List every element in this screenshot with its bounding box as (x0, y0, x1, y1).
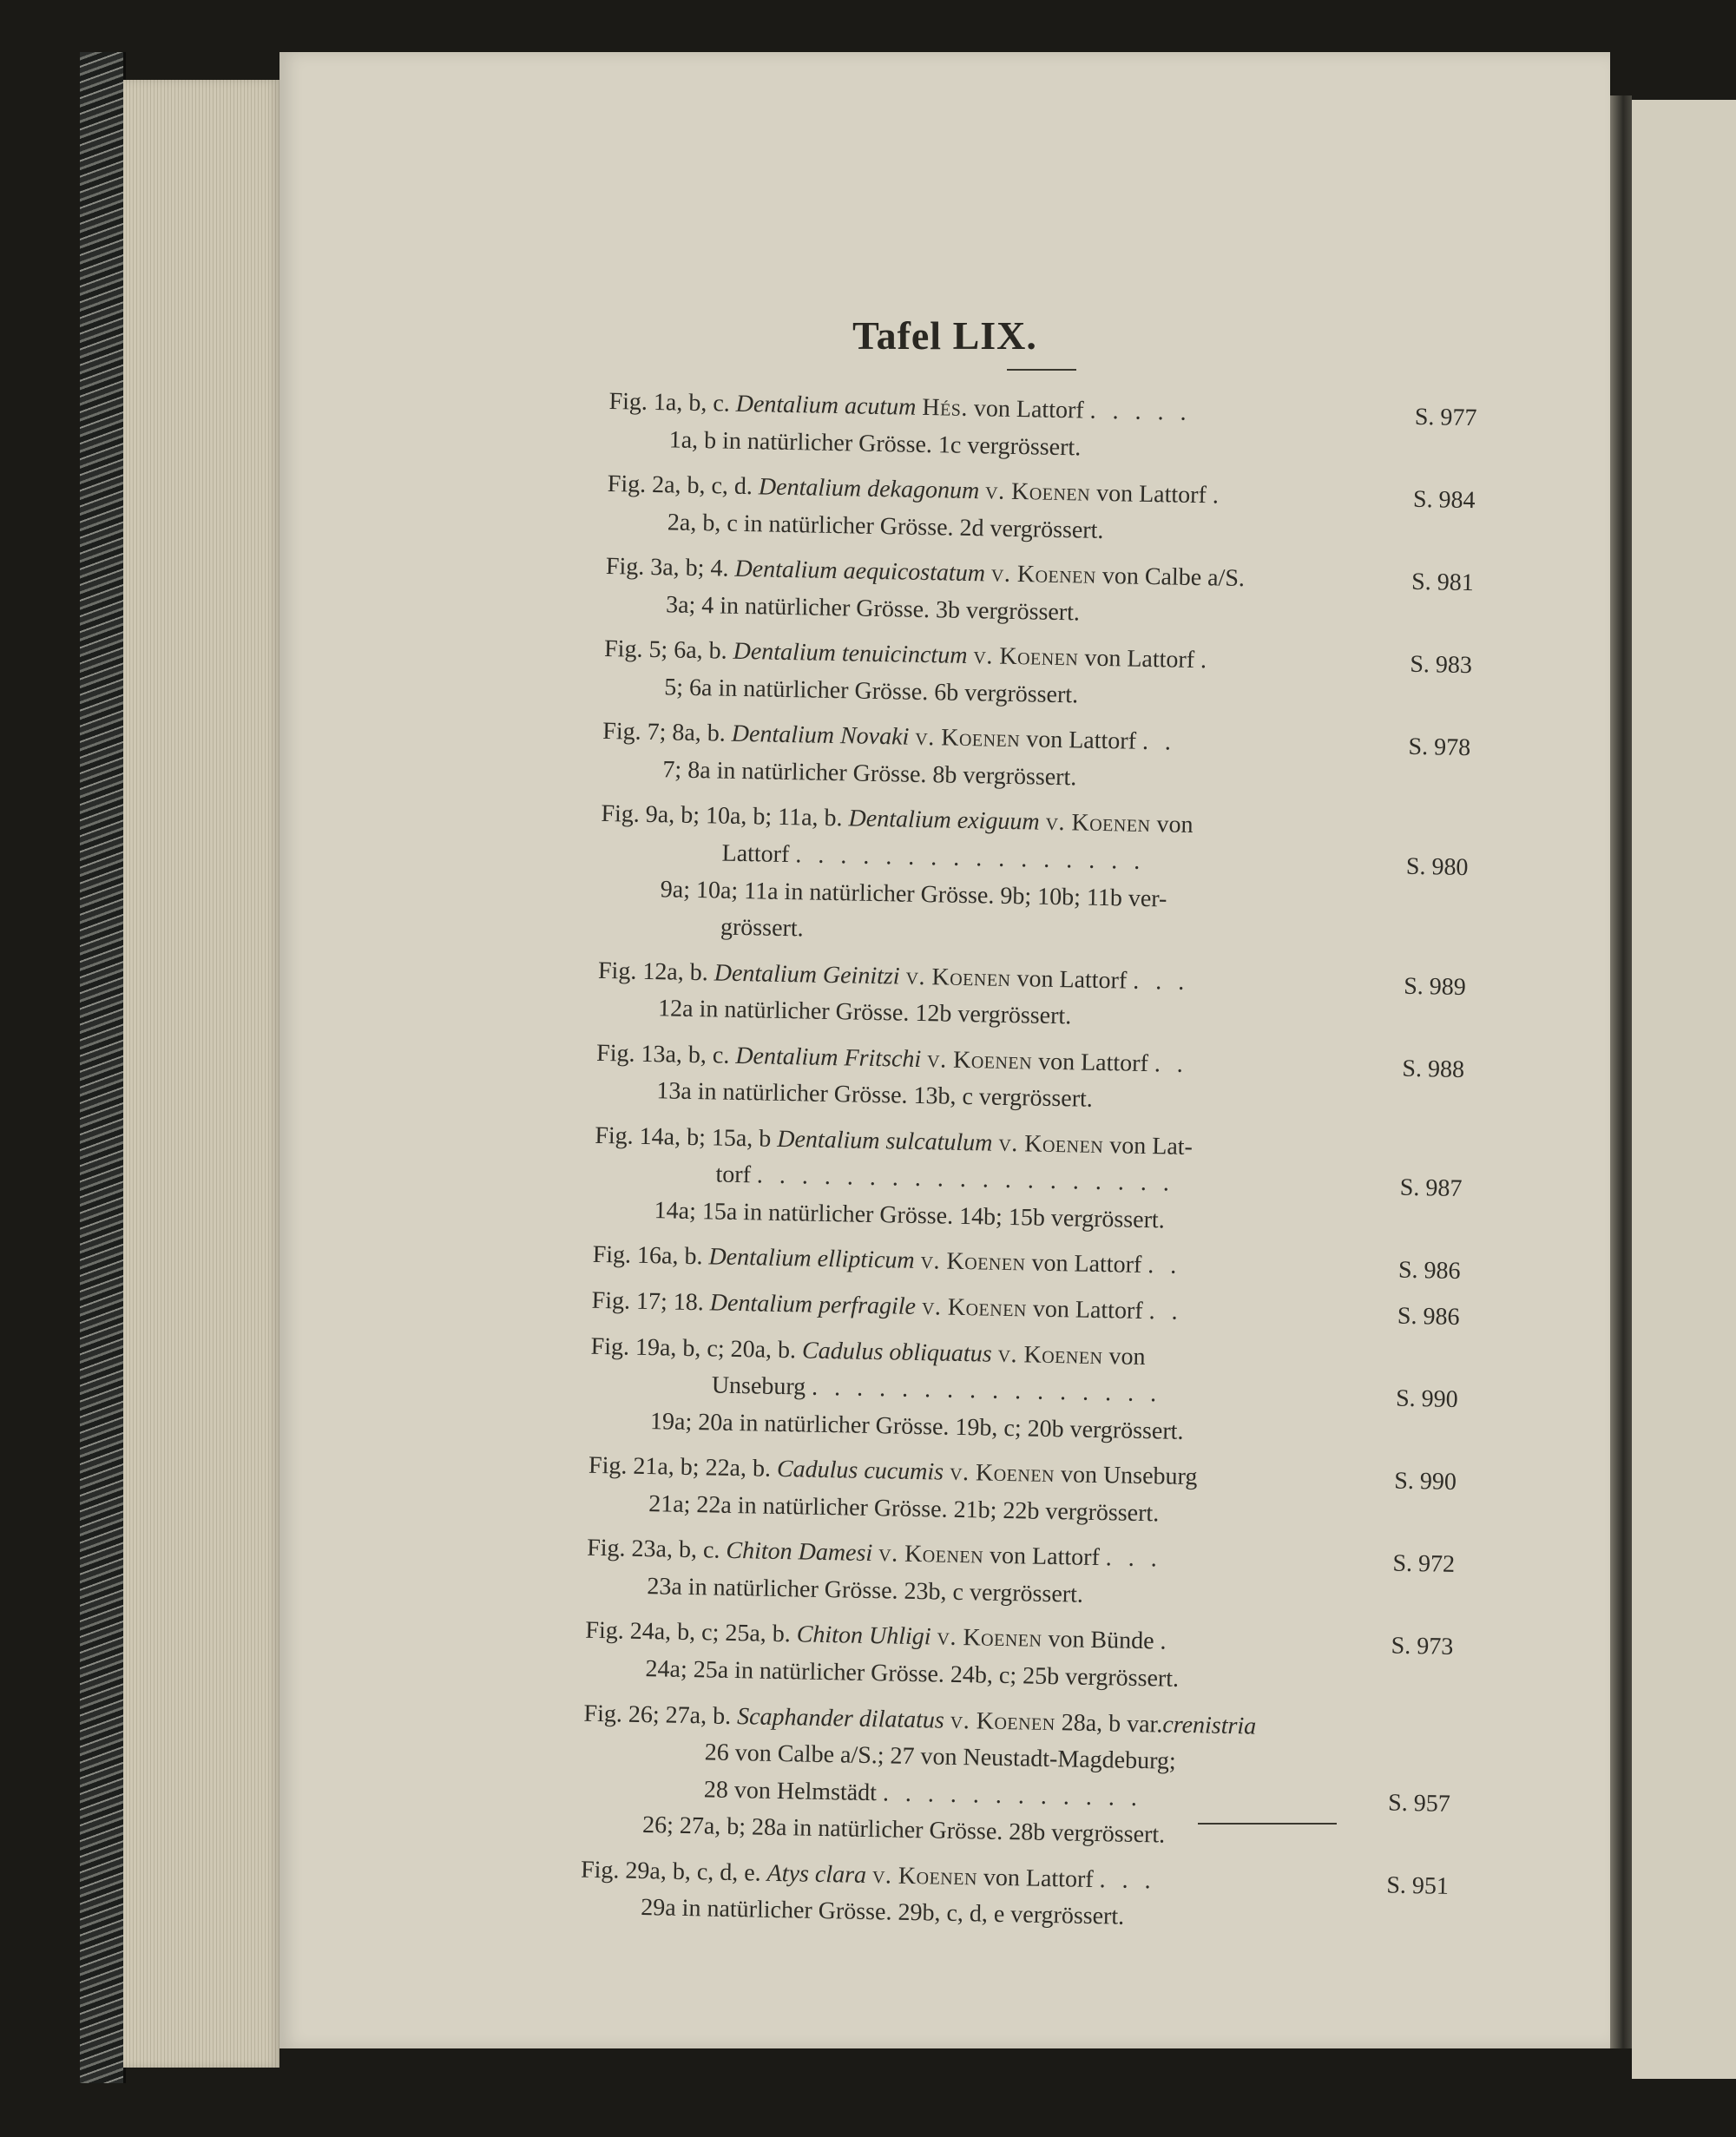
locality-continued: 28 von Helmstädt (703, 1775, 878, 1806)
species-author: v. Koenen (921, 1293, 1028, 1323)
figure-number: Fig. 17; 18. (591, 1286, 705, 1317)
page-edges (123, 80, 279, 2068)
figure-entry (582, 1695, 1452, 1859)
plate-figure-list (580, 384, 1477, 1951)
locality-continued: torf (715, 1161, 752, 1189)
leader-dots: . . (1154, 1049, 1189, 1078)
species-name: Dentalium Geinitzi (713, 959, 900, 990)
page-reference: S. 988 (1402, 1055, 1465, 1083)
figure-number: Fig. 12a, b. (597, 957, 709, 986)
page-reference: S. 984 (1412, 485, 1476, 515)
species-author: v. Koenen (949, 1458, 1055, 1489)
species-author: v. Koenen (998, 1129, 1104, 1159)
figure-caption: 26; 27a, b; 28a in natürlicher Grösse. 28b vergrössert. (641, 1812, 1166, 1849)
species-author: v. Koenen (997, 1340, 1103, 1370)
book-gutter (1610, 95, 1632, 2048)
locality: von Lattorf (1032, 1295, 1143, 1325)
figure-entry (603, 631, 1472, 721)
figure-number: Fig. 3a, b; 4. (605, 553, 729, 582)
species-name: Dentalium Fritschi (735, 1042, 922, 1073)
locality: 28a, b var. (1061, 1708, 1163, 1739)
leader-dots: . (1160, 1627, 1172, 1656)
figure-entry (607, 466, 1476, 556)
locality: von Lat- (1108, 1132, 1194, 1161)
locality: von Lattorf (1037, 1048, 1149, 1077)
figure-number: Fig. 16a, b. (592, 1241, 703, 1271)
figure-entry (593, 1118, 1463, 1246)
figure-caption: 19a; 20a in natürlicher Grösse. 19b, c; 20b vergrössert. (649, 1407, 1184, 1445)
figure-number: Fig. 14a, b; 15a, b (595, 1121, 772, 1153)
page-title: Tafel LIX. (852, 313, 1037, 358)
figure-number: Fig. 19a, b, c; 20a, b. (590, 1332, 797, 1364)
leader-dots: . . (1148, 1298, 1183, 1325)
species-author: v. Koenen (878, 1540, 984, 1569)
figure-entry (588, 1448, 1457, 1538)
title-rule (1007, 369, 1076, 371)
locality: von (1156, 811, 1194, 839)
figure-entry (597, 953, 1466, 1043)
leader-dots: . (1200, 647, 1213, 674)
locality: von Lattorf (1031, 1250, 1142, 1279)
species-name: Scaphander dilatatus (736, 1702, 945, 1734)
figure-caption: 2a, b, c in natürlicher Grösse. 2d vergrössert. (667, 508, 1104, 544)
figure-entry (584, 1613, 1453, 1703)
page-reference: S. 990 (1394, 1467, 1457, 1496)
figure-entry (580, 1851, 1449, 1942)
species-name: Chiton Uhligi (796, 1621, 931, 1651)
figure-number: Fig. 2a, b, c, d. (607, 470, 753, 501)
figure-number: Fig. 1a, b, c. (608, 387, 731, 418)
species-name: Dentalium acutum (735, 390, 917, 421)
figure-caption: 12a in natürlicher Grösse. 12b vergrössert. (657, 995, 1072, 1030)
figure-number: Fig. 7; 8a, b. (602, 718, 727, 748)
leader-dots: . . . . . . . . . . . . . . . . (795, 841, 1146, 875)
figure-entry (589, 1328, 1459, 1456)
figure-number: Fig. 13a, b, c. (595, 1039, 730, 1069)
page-reference: S. 973 (1391, 1632, 1454, 1661)
facing-page (1632, 100, 1736, 2079)
figure-number: Fig. 5; 6a, b. (603, 635, 727, 665)
locality-continued: 26 von Calbe a/S.; 27 von Neustadt-Magdeburg; (704, 1739, 1177, 1775)
species-author: v. Koenen (920, 1247, 1026, 1277)
leader-dots: . . (1141, 728, 1177, 756)
page-reference: S. 983 (1410, 651, 1473, 680)
figure-caption: 3a; 4 in natürlicher Grösse. 3b vergrössert. (665, 591, 1081, 627)
page-reference: S. 987 (1399, 1174, 1463, 1203)
leader-dots: . . . . . (1089, 397, 1192, 426)
species-name: Atys clara (766, 1859, 867, 1889)
page-reference: S. 989 (1403, 972, 1467, 1001)
figure-number: Fig. 24a, b, c; 25a, b. (585, 1617, 792, 1648)
locality: von Lattorf (1084, 644, 1195, 674)
leader-dots: . . . (1099, 1865, 1156, 1895)
figure-number: Fig. 9a, b; 10a, b; 11a, b. (601, 800, 843, 832)
variety-name: crenistria (1162, 1711, 1257, 1740)
locality: von Lattorf (1025, 726, 1137, 756)
figure-number: Fig. 29a, b, c, d, e. (580, 1856, 762, 1887)
species-author: v. Koenen (1045, 809, 1151, 838)
species-name: Dentalium exiguum (848, 805, 1040, 837)
species-author: Hés. (922, 393, 969, 422)
page-reference: S. 981 (1410, 568, 1475, 597)
figure-number: Fig. 26; 27a, b. (583, 1700, 732, 1730)
figure-number: Fig. 21a, b; 22a, b. (588, 1451, 772, 1483)
species-name: Dentalium tenuicinctum (733, 638, 968, 670)
figure-caption: 7; 8a in natürlicher Grösse. 8b vergrössert. (662, 756, 1077, 792)
page-reference: S. 951 (1386, 1871, 1450, 1900)
species-author: v. Koenen (871, 1861, 978, 1891)
figure-caption: 14a; 15a in natürlicher Grösse. 14b; 15b vergrössert. (654, 1197, 1166, 1234)
locality-continued: Unseburg (711, 1371, 806, 1401)
figure-caption: 21a; 22a in natürlicher Grösse. 21b; 22b vergrössert. (648, 1489, 1160, 1528)
locality: von Lattorf (973, 395, 1084, 424)
species-author: v. Koenen (990, 560, 1097, 589)
locality: von Lattorf (989, 1542, 1101, 1572)
species-name: Cadulus cucumis (776, 1456, 944, 1486)
page-reference: S. 957 (1387, 1789, 1451, 1818)
leader-dots: . . . . . . . . . . . . (882, 1779, 1143, 1812)
species-author: v. Koenen (937, 1623, 1042, 1654)
leader-dots: . (1212, 482, 1225, 510)
figure-entry (586, 1530, 1455, 1621)
page-reference: S. 972 (1392, 1549, 1456, 1579)
figure-caption: 13a in natürlicher Grösse. 13b, c vergrössert. (656, 1077, 1094, 1114)
figure-entry (602, 713, 1470, 804)
figure-caption: 29a in natürlicher Grösse. 29b, c, d, e vergrössert. (641, 1894, 1125, 1930)
leader-dots: . . (1147, 1252, 1182, 1280)
species-name: Dentalium dekagonum (758, 473, 980, 505)
figure-entry (591, 1283, 1460, 1337)
leader-dots: . . . (1105, 1544, 1163, 1573)
page-reference: S. 990 (1395, 1384, 1459, 1414)
species-name: Dentalium perfragile (709, 1289, 917, 1321)
page-reference: S. 986 (1397, 1257, 1461, 1285)
species-name: Dentalium Novaki (731, 720, 910, 752)
locality: von Lattorf (1016, 964, 1128, 995)
species-author: v. Koenen (973, 642, 1079, 672)
figure-entry (592, 1237, 1461, 1291)
figure-caption: 5; 6a in natürlicher Grösse. 6b vergrössert. (664, 674, 1079, 709)
figure-caption-continued: grössert. (720, 913, 804, 943)
locality: von Lattorf (983, 1864, 1094, 1893)
page-reference: S. 977 (1414, 403, 1477, 432)
species-author: v. Koenen (984, 477, 1091, 507)
figure-caption: 1a, b in natürlicher Grösse. 1c vergrössert. (668, 425, 1082, 461)
species-author: v. Koenen (950, 1706, 1056, 1736)
species-author: v. Koenen (905, 963, 1011, 992)
figure-caption: 23a in natürlicher Grösse. 23b, c vergrössert. (647, 1572, 1084, 1608)
locality: von Lattorf (1095, 479, 1207, 510)
page-reference: S. 986 (1397, 1302, 1460, 1332)
species-name: Dentalium sulcatulum (777, 1125, 993, 1157)
species-name: Dentalium aequicostatum (734, 556, 986, 588)
species-name: Dentalium ellipticum (708, 1243, 915, 1275)
figure-number: Fig. 23a, b, c. (586, 1535, 720, 1565)
figure-caption: 9a; 10a; 11a in natürlicher Grösse. 9b; 10b; 11b ver- (660, 875, 1167, 913)
figure-caption: 24a; 25a in natürlicher Grösse. 24b, c; 25b vergrössert. (645, 1655, 1180, 1693)
figure-entry (605, 549, 1474, 639)
figure-entry (595, 1036, 1464, 1126)
species-name: Chiton Damesi (726, 1537, 873, 1568)
locality: von Bünde (1048, 1626, 1154, 1655)
locality-continued: Lattorf (721, 839, 790, 869)
figure-entry (608, 384, 1476, 474)
locality: von Calbe a/S. (1101, 562, 1246, 593)
bottom-rule (1198, 1823, 1337, 1825)
locality: von (1108, 1342, 1146, 1371)
book-page (279, 52, 1610, 2048)
figure-entry (599, 796, 1470, 960)
species-name: Cadulus obliquatus (801, 1337, 992, 1368)
page-reference: S. 978 (1408, 733, 1471, 762)
leader-dots: . . . . . . . . . . . . . . . . . . . (756, 1161, 1175, 1198)
locality: von Unseburg (1060, 1461, 1198, 1491)
page-reference: S. 980 (1405, 852, 1469, 882)
leader-dots: . . . (1132, 967, 1190, 996)
leader-dots: . . . . . . . . . . . . . . . . (811, 1373, 1162, 1408)
species-author: v. Koenen (926, 1045, 1033, 1075)
book-cover-left (80, 52, 126, 2083)
species-author: v. Koenen (915, 724, 1021, 753)
